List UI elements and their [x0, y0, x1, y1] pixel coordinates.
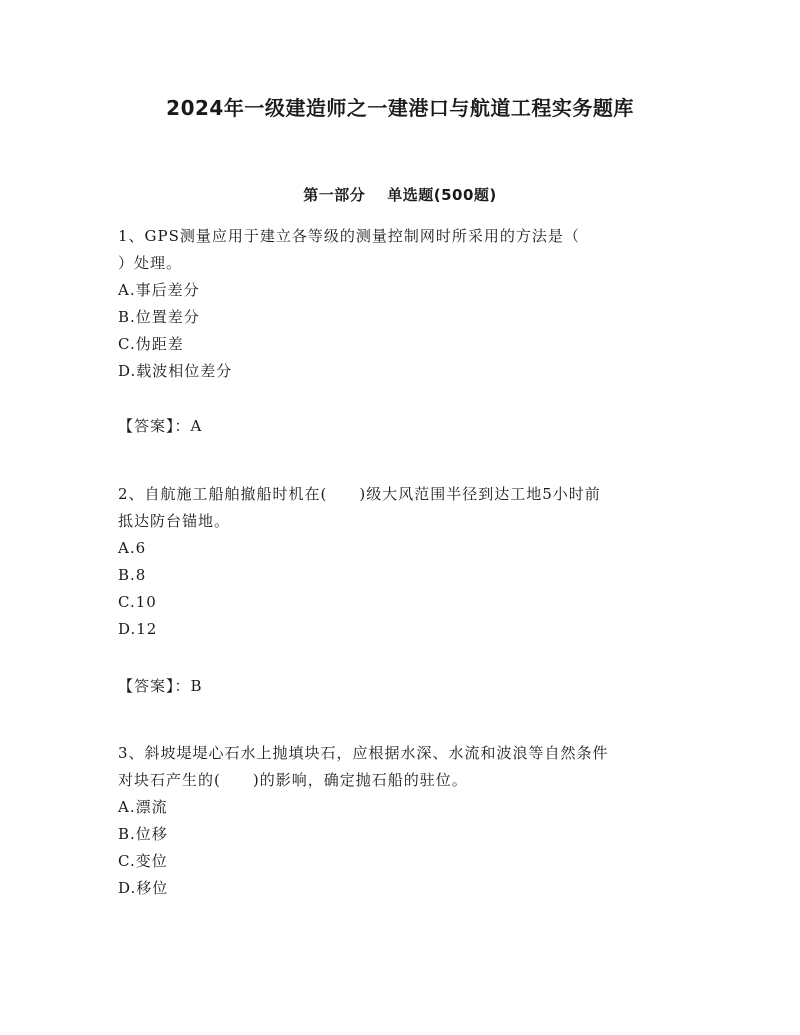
- question-stem-line: 对块石产生的( )的影响，确定抛石船的驻位。: [118, 771, 468, 789]
- option-d: D.载波相位差分: [118, 362, 233, 380]
- question-stem-line: 3、斜坡堤堤心石水上抛填块石，应根据水深、水流和波浪等自然条件: [118, 744, 609, 762]
- section-heading: [0, 184, 800, 205]
- question-stem-line: 抵达防台锚地。: [118, 512, 231, 530]
- option-d: D.12: [118, 620, 158, 638]
- question-3: [118, 740, 688, 902]
- section-part: 第一部分: [303, 186, 366, 204]
- option-b: B.8: [118, 566, 147, 584]
- section-name: 单选题(500题): [387, 186, 497, 204]
- question-1: [118, 223, 688, 385]
- question-2: [118, 481, 688, 643]
- document-title: 2024年一级建造师之一建港口与航道工程实务题库: [166, 96, 634, 120]
- option-d: D.移位: [118, 879, 169, 897]
- option-b: B.位置差分: [118, 308, 200, 326]
- answer-1: 【答案】：A: [118, 417, 203, 435]
- question-stem-line: 2、自航施工船舶撤船时机在( )级大风范围半径到达工地5小时前: [118, 485, 601, 503]
- option-c: C.10: [118, 593, 157, 611]
- option-b: B.位移: [118, 825, 168, 843]
- option-a: A.6: [118, 539, 147, 557]
- option-c: C.伪距差: [118, 335, 184, 353]
- question-stem-line: ）处理。: [118, 254, 183, 272]
- option-c: C.变位: [118, 852, 168, 870]
- answer-2: 【答案】：B: [118, 677, 203, 695]
- question-stem-line: 1、GPS测量应用于建立各等级的测量控制网时所采用的方法是（: [118, 227, 580, 245]
- option-a: A.事后差分: [118, 281, 200, 299]
- option-a: A.漂流: [118, 798, 168, 816]
